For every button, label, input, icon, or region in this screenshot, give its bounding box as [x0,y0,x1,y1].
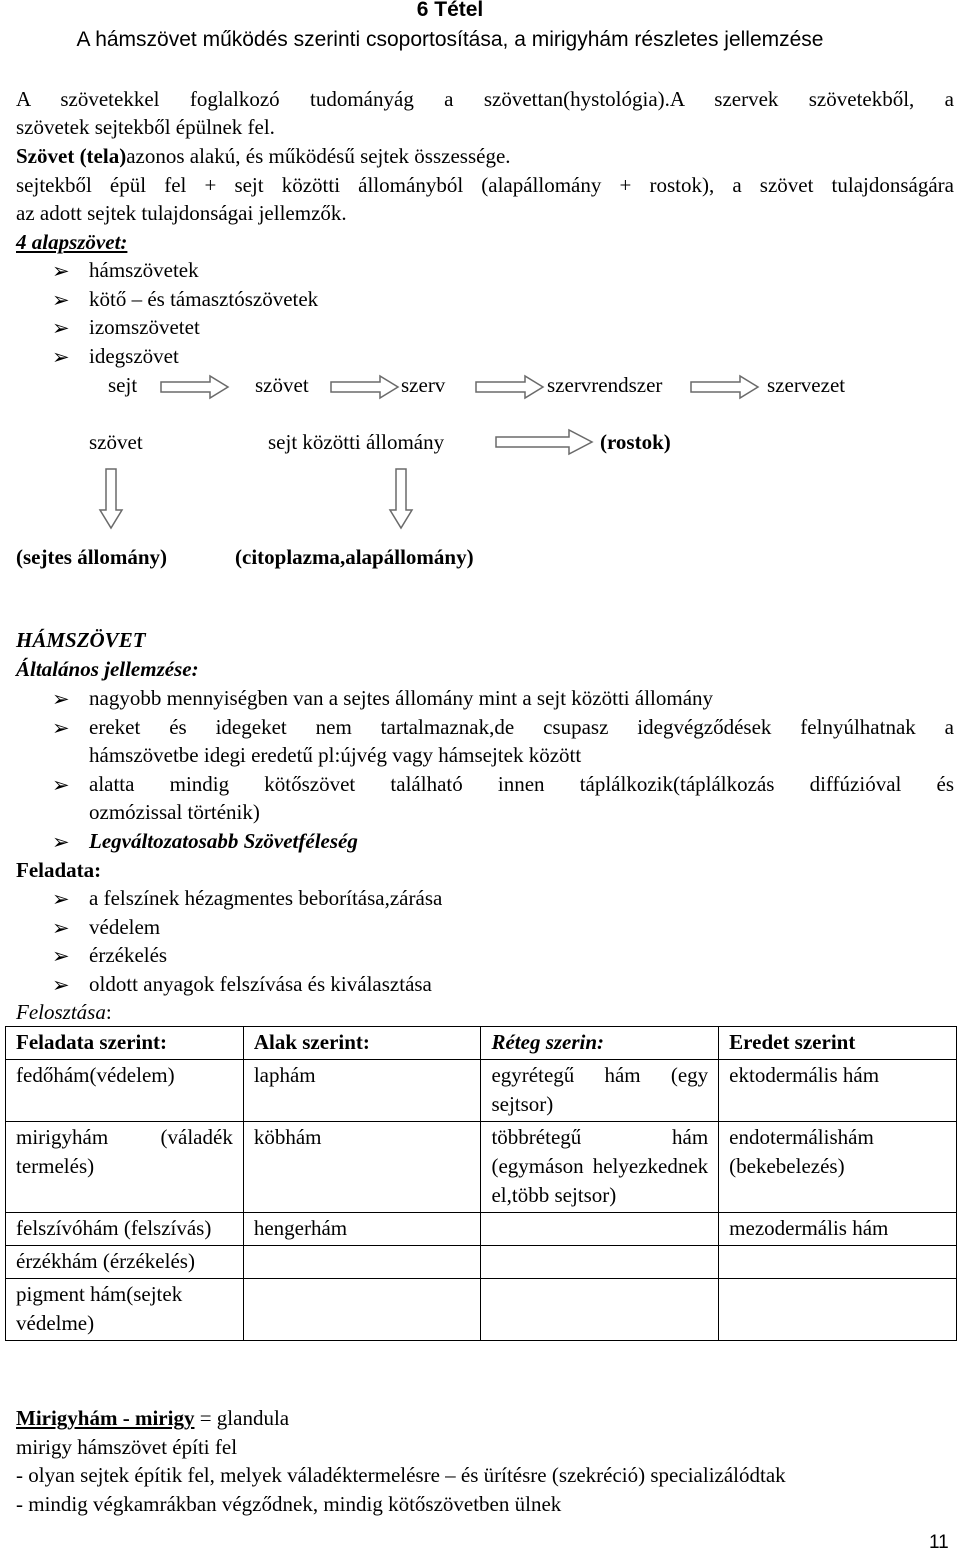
diagram-szovet: szövet [89,430,143,454]
right-arrow-icon [330,374,400,400]
list-item: érzékelés [89,943,168,967]
arrow-bullet-icon: ➢ [52,830,70,854]
flow-step-szervrendszer: szervrendszer [547,373,663,397]
szovet-definition: azonos alakú, és működésű sejtek összessége. [126,144,511,168]
table-cell: felszívóhám (felszívás) [6,1213,244,1246]
table-row [6,1213,957,1246]
intro-line-2: szövetek sejtekből épülnek fel. [16,115,275,139]
arrow-bullet-icon: ➢ [52,687,70,711]
felosztasa-colon: : [105,1000,112,1024]
mirigy-line-2: - olyan sejtek építik fel, melyek váladéktermelésre – és ürítésre (szekréció) specializálódtak [16,1463,786,1487]
document-subtitle: A hámszövet működés szerinti csoportosítása, a mirigyhám részletes jellemzése [76,28,824,51]
diagram-rostok: (rostok) [600,430,671,454]
arrow-bullet-icon: ➢ [52,916,70,940]
mirigyham-title: Mirigyhám - mirigy [16,1406,195,1430]
arrow-bullet-icon: ➢ [52,944,70,968]
table-cell [243,1279,481,1341]
arrow-bullet-icon: ➢ [52,345,70,369]
table-cell: érzékhám (érzékelés) [6,1246,244,1279]
mirigyham-heading [16,1406,289,1431]
arrow-bullet-icon: ➢ [52,973,70,997]
arrow-bullet-icon: ➢ [52,259,70,283]
list-item-continuation: hámszövetbe idegi eredetű pl:újvég vagy hámsejtek között [89,743,582,767]
intro-line-3 [16,144,511,169]
list-item: idegszövet [89,344,179,368]
arrow-bullet-icon: ➢ [52,716,70,740]
arrow-bullet-icon: ➢ [52,773,70,797]
list-item: ereket és idegeket nem tartalmaznak,de csupasz idegvégződések felnyúlhatnak a [89,715,954,739]
feladata-heading: Feladata: [16,858,102,882]
table-cell [719,1246,957,1279]
table-cell: hengerhám [243,1213,481,1246]
arrow-bullet-icon: ➢ [52,316,70,340]
right-arrow-icon [475,374,545,400]
table-header-cell: Feladata szerint: [6,1027,244,1060]
diagram-sejt-kozotti: sejt közötti állomány [268,430,445,454]
table-cell: mezodermális hám [719,1213,957,1246]
arrow-bullet-icon: ➢ [52,288,70,312]
diagram-citoplazma: (citoplazma,alapállomány) [235,545,474,569]
mirigy-line-1: mirigy hámszövet építi fel [16,1435,238,1459]
table-cell: endotermálishám (bekebelezés) [719,1122,957,1213]
down-arrow-icon [98,468,124,530]
table-header-cell: Alak szerint: [243,1027,481,1060]
right-arrow-icon [160,374,230,400]
felosztasa-heading [16,1000,112,1025]
flow-step-szervezet: szervezet [767,373,846,397]
table-header-row [6,1027,957,1060]
table-cell [481,1213,719,1246]
table-row [6,1060,957,1122]
mirigyham-glandula: = glandula [194,1406,290,1430]
intro-line-5: az adott sejtek tulajdonságai jellemzők. [16,201,347,225]
table-cell: pigment hám(sejtek védelme) [6,1279,244,1341]
arrow-bullet-icon: ➢ [52,887,70,911]
table-row [6,1279,957,1341]
list-item: hámszövetek [89,258,199,282]
list-item: kötő – és támasztószövetek [89,287,319,311]
table-cell [481,1246,719,1279]
table-header-cell: Eredet szerint [719,1027,957,1060]
table-row [6,1246,957,1279]
list-item: oldott anyagok felszívása és kiválasztása [89,972,432,996]
table-cell: többrétegű hám (egymáson helyezkednek el,több sejtsor) [481,1122,719,1213]
flow-step-szerv: szerv [401,373,446,397]
list-item-continuation: ozmózissal történik) [89,800,260,824]
list-item: nagyobb mennyiségben van a sejtes állomány mint a sejt közötti állomány [89,686,714,710]
szovet-term: Szövet (tela) [16,144,127,168]
right-arrow-icon [690,374,760,400]
list-item: alatta mindig kötőszövet található innen táplálkozik(táplálkozás diffúzióval és [89,772,954,796]
intro-line-1: A szövetekkel foglalkozó tudományág a szövettan(hystológia).A szervek szövetekből, a [16,87,954,111]
table-header-cell: Réteg szerin: [481,1027,719,1060]
table-cell [719,1279,957,1341]
right-arrow-icon [495,428,595,456]
felosztasa-label: Felosztása [16,1000,106,1024]
table-cell: egyrétegű hám (egy sejtsor) [481,1060,719,1122]
document-title: 6 Tétel [416,0,484,21]
table-cell: laphám [243,1060,481,1122]
altalanos-heading: Általános jellemzése: [16,657,199,681]
mirigy-line-3: - mindig végkamrákban végződnek, mindig kötőszövetben ülnek [16,1492,562,1516]
table-cell: mirigyhám (váladék termelés) [6,1122,244,1213]
down-arrow-icon [388,468,414,530]
list-item: izomszövetet [89,315,200,339]
list-item: a felszínek hézagmentes beborítása,zárása [89,886,443,910]
table-cell: ektodermális hám [719,1060,957,1122]
table-cell [481,1279,719,1341]
flow-step-sejt: sejt [108,373,138,397]
list-item: Legváltozatosabb Szövetféleség [89,829,358,853]
hamszovet-classification-table [5,1026,957,1341]
list-item: védelem [89,915,161,939]
hamszovet-heading: HÁMSZÖVET [16,628,146,652]
intro-line-4: sejtekből épül fel + sejt közötti állományból (alapállomány + rostok), a szövet tulajdonságára [16,173,954,197]
table-cell: fedőhám(védelem) [6,1060,244,1122]
diagram-sejtes-allomany: (sejtes állomány) [16,545,168,569]
flow-step-szovet: szövet [255,373,309,397]
table-row [6,1122,957,1213]
table-cell: köbhám [243,1122,481,1213]
alapszovet-heading: 4 alapszövet: [16,230,128,254]
page-number: 11 [929,1532,949,1553]
table-cell [243,1246,481,1279]
